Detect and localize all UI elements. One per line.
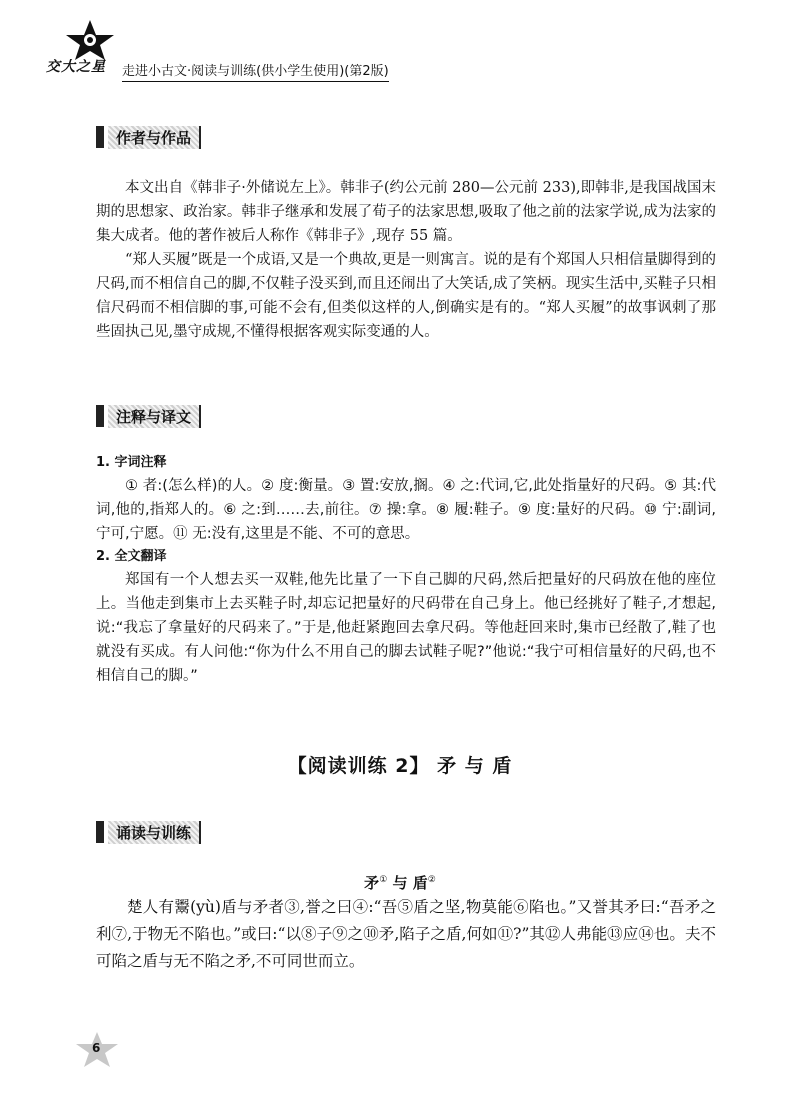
classical-title-part-2: 与 盾 xyxy=(392,874,428,892)
translation-heading: 2. 全文翻译 xyxy=(96,549,167,564)
lesson-title: 【阅读训练 2】 矛 与 盾 xyxy=(287,755,513,777)
author-paragraph-1: 本文出自《韩非子·外储说左上》。韩非子(约公元前 280—公元前 233),即韩非,是我国战国末期的思想家、政治家。韩非子继承和发展了荀子的法家思想,吸取了他之前的法家学说,成为法家的集大成者。他的著作被后人称作《韩非子》,现存 55 篇。 xyxy=(96,180,716,244)
section-label-text: 注释与译文 xyxy=(108,405,201,428)
section-bar xyxy=(96,126,104,148)
section-label-text: 作者与作品 xyxy=(108,126,201,149)
brand-name: 交大之星 xyxy=(46,59,106,75)
series-title: 走进小古文·阅读与训练(供小学生使用)(第2版) xyxy=(122,60,389,82)
vocab-heading: 1. 字词注释 xyxy=(96,455,167,470)
page-header xyxy=(24,14,784,84)
vocab-notes: ① 者:(怎么样)的人。② 度:衡量。③ 置:安放,搁。④ 之:代词,它,此处指量好的尺码。⑤ 其:代词,他的,指郑人的。⑥ 之:到……去,前往。⑦ 操:拿。⑧ 履:鞋子。⑨ 度:量好的尺码。⑩ 宁:副词,宁可,宁愿。⑪ 无:没有,这里是不能、不可的意思。 xyxy=(96,478,716,542)
section-label-notes xyxy=(96,405,201,427)
classical-title-part-1: 矛 xyxy=(364,874,380,892)
section-bar xyxy=(96,405,104,427)
author-section xyxy=(96,176,716,344)
page-number: 6 xyxy=(92,1041,101,1055)
notes-section xyxy=(96,452,716,688)
section-label-author xyxy=(96,126,201,148)
footnote-marker: ② xyxy=(427,875,436,885)
section-label-text: 诵读与训练 xyxy=(108,821,201,844)
classical-text-block xyxy=(96,894,716,975)
section-label-reading xyxy=(96,821,201,843)
section-bar xyxy=(96,821,104,843)
translation-text: 郑国有一个人想去买一双鞋,他先比量了一下自己脚的尺码,然后把量好的尺码放在他的座位上。当他走到集市上去买鞋子时,却忘记把量好的尺码带在自己身上。他已经挑好了鞋子,才想起,说:“我忘了拿量好的尺码来了。”于是,他赶紧跑回去拿尺码。等他赶回来时,集市已经散了,鞋了也就没有买成。有人问他:“你为什么不用自己的脚去试鞋子呢?”他说:“我宁可相信量好的尺码,也不相信自己的脚。” xyxy=(96,572,716,684)
classical-text: 楚人有鬻(yù)盾与矛者③,誉之曰④:“吾⑤盾之坚,物莫能⑥陷也。”又誉其矛曰:“吾矛之利⑦,于物无不陷也。”或曰:“以⑧子⑨之⑩矛,陷子之盾,何如⑪?”其⑫人弗能⑬应⑭也。夫不可陷之盾与无不陷之矛,不可同世而立。 xyxy=(96,898,716,970)
classical-title xyxy=(0,872,800,893)
footnote-marker: ① xyxy=(379,875,388,885)
page-number-badge xyxy=(72,1030,122,1070)
author-paragraph-2: “郑人买履”既是一个成语,又是一个典故,更是一则寓言。说的是有个郑国人只相信量脚得到的尺码,而不相信自己的脚,不仅鞋子没买到,而且还闹出了大笑话,成了笑柄。现实生活中,买鞋子只相信尺码而不相信脚的事,可能不会有,但类似这样的人,倒确实是有的。“郑人买履”的故事讽刺了那些固执己见,墨守成规,不懂得根据客观实际变通的人。 xyxy=(96,252,716,340)
